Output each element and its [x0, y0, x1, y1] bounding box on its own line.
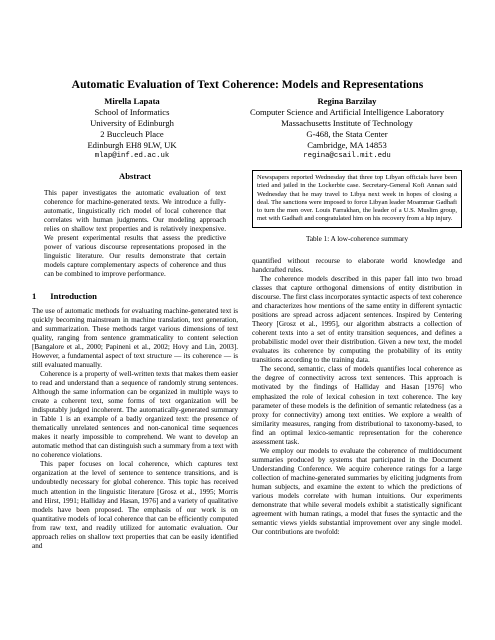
author-affiliation: Massachusetts Institute of Technology	[281, 118, 413, 128]
abstract-heading: Abstract	[119, 171, 151, 181]
author-email: regina@csail.mit.edu	[303, 152, 391, 160]
section-title: Introduction	[50, 290, 97, 301]
table-1-text: Newspapers reported Wednesday that three top Libyan officials have been tried and jailed in the Lockerbie case. Secretary-General Kofi Annan said Wednesday that he may travel to Libya next week in hopes of closing a deal. The sanctions were imposed to force Libyan leader Moammar Gadhafi to turn the men over. Louis Farrakhan, the leader of a U.S. Muslim group, met with Gadhafi and congratulated him on his recovery from a hip injury.	[257, 174, 457, 223]
body-paragraph: We employ our models to evaluate the coherence of multidocument summaries produced by systems that participated in the Document Understanding Conference. We acquire coherence ratings for a large collection of machine-generated summaries by eliciting judgments from human subjects, and examine the extent to which the predictions of various models correlate with human intuitions. Our experiments demonstrate that while several models exhibit a statistically significant agreement with human ratings, a model that fuses the syntactic and the semantic views yields substantial improvement over any single model. Our contributions are twofold:	[252, 446, 462, 537]
left-column	[32, 172, 238, 551]
author-affiliation: Computer Science and Artificial Intelligence Laboratory	[249, 107, 444, 117]
author-affiliation: G-468, the Stata Center	[306, 129, 388, 139]
author-affiliation: School of Informatics	[94, 107, 170, 117]
author-block-1	[62, 96, 202, 162]
body-paragraph: The coherence models described in this paper fall into two broad classes that capture orthogonal dimensions of entity distribution in discourse. The first class incorporates syntactic aspects of text coherence and characterizes how mentions of the same entity in different syntactic positions are spread across adjacent sentences. Inspired by Centering Theory [Grosz et al., 1995], our algorithm abstracts a collection of coherent texts into a set of entity transition sequences, and defines a probabilistic model over their distribution. Given a new text, the model evaluates its coherence by computing the probability of its entity transitions according to the training data.	[252, 274, 462, 365]
author-block-2	[222, 96, 472, 162]
abstract-text: This paper investigates the automatic evaluation of text coherence for machine-generated texts. We introduce a fully-automatic, linguistically rich model of local coherence that correlates with human judgments. Our modeling approach relies on shallow text properties and is relatively inexpensive. We present experimental results that assess the predictive power of various discourse representations proposed in the linguistic literature. Our results demonstrate that certain models capture complementary aspects of coherence and thus can be combined to improve performance.	[44, 189, 226, 279]
intro-paragraph: The use of automatic methods for evaluating machine-generated text is quickly becoming mainstream in machine translation, text generation, and summarization. These methods target various dimensions of text quality, ranging from sentence grammaticality to content selection [Bangalore et al., 2000; Papineni et al., 2002; Hovy and Lin, 2003]. However, a fundamental aspect of text structure — its coherence — is still evaluated manually.	[32, 306, 238, 369]
body-paragraph: quantified without recourse to elaborate world knowledge and handcrafted rules.	[252, 256, 462, 274]
author-affiliation: Cambridge, MA 14853	[307, 140, 387, 150]
table-1-box	[252, 170, 462, 228]
author-affiliation: Edinburgh EH8 9LW, UK	[87, 140, 177, 150]
paper-title: Automatic Evaluation of Text Coherence: Models and Representations	[71, 78, 424, 91]
section-heading	[32, 292, 238, 301]
section-number: 1	[32, 290, 37, 301]
intro-paragraph: This paper focuses on local coherence, which captures text organization at the level of sentence to sentence transitions, and is undoubtedly necessary for global coherence. This topic has received much attention in the linguistic literature [Grosz et al., 1995; Morris and Hirst, 1991; Halliday and Hasan, 1976] and a variety of qualitative models have been proposed. The emphasis of our work is on quantitative models of local coherence that can be efficiently computed from raw text, and readily utilized for automatic evaluation. Our approach relies on shallow text properties that can be easily identified and	[32, 460, 238, 550]
table-caption: Table 1: A low-coherence summary	[305, 234, 409, 243]
author-email: mlap@inf.ed.ac.uk	[94, 152, 170, 160]
body-paragraph: The second, semantic, class of models quantifies local coherence as the degree of connectivity across text sentences. This approach is motivated by the findings of Halliday and Hasan [1976] who emphasized the role of lexical cohesion in text coherence. The key parameter of these models is the definition of semantic relatedness (as a proxy for connectivity) among text entities. We explore a wealth of similarity measures, ranging from distributional to taxonomy-based, to find an optimal lexico-semantic representation for the coherence assessment task.	[252, 365, 462, 446]
author-name: Mirella Lapata	[104, 96, 160, 106]
right-column	[252, 170, 462, 537]
author-name: Regina Barzilay	[317, 96, 377, 106]
intro-paragraph: Coherence is a property of well-written texts that makes them easier to read and understand than a sequence of randomly strung sentences. Although the same information can be organized in multiple ways to create a coherent text, some forms of text organization will be indisputably judged incoherent. The automatically-generated summary in Table 1 is an example of a badly organized text: the presence of thematically unrelated sentences and non-canonical time sequences makes it nearly impossible to comprehend. We want to develop an automatic method that can distinguish such a summary from a text with no coherence violations.	[32, 369, 238, 460]
author-affiliation: University of Edinburgh	[90, 118, 174, 128]
author-affiliation: 2 Buccleuch Place	[100, 129, 164, 139]
